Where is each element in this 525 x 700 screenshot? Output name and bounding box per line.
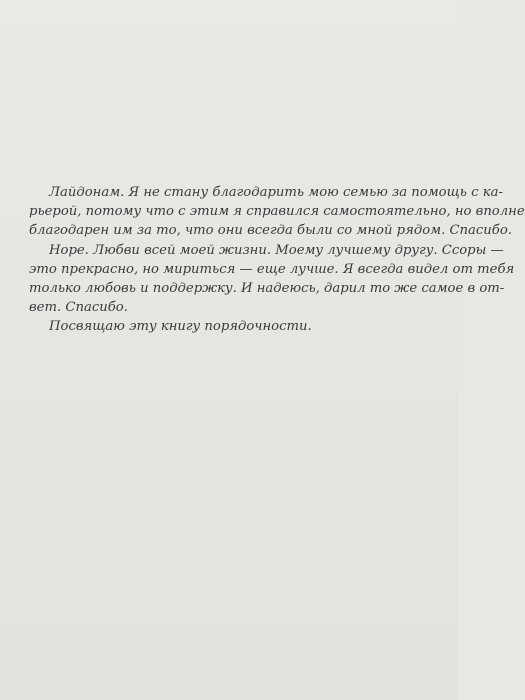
text-line: вет. Спасибо. bbox=[29, 300, 128, 316]
text-line: рьерой, потому что с этим я справился самостоятельно, но вполне bbox=[29, 204, 525, 220]
text-line: Посвящаю эту книгу порядочности. bbox=[49, 319, 312, 335]
text-line: Лайдонам. Я не стану благодарить мою семью за помощь с ка- bbox=[49, 185, 503, 200]
text-line: Норе. Любви всей моей жизни. Моему лучшему другу. Ссоры — bbox=[49, 242, 504, 258]
text-line: благодарен им за то, что они всегда были со мной рядом. Спасибо. bbox=[29, 223, 512, 239]
text-line: только любовь и поддержку. И надеюсь, дарил то же самое в от- bbox=[29, 281, 505, 297]
text-line: это прекрасно, но мириться — еще лучше. Я всегда видел от тебя bbox=[29, 261, 515, 277]
paragraph-family bbox=[29, 183, 525, 241]
paragraph-nora bbox=[29, 241, 515, 318]
paragraph-decency bbox=[29, 317, 427, 336]
dedication-text bbox=[29, 183, 525, 337]
